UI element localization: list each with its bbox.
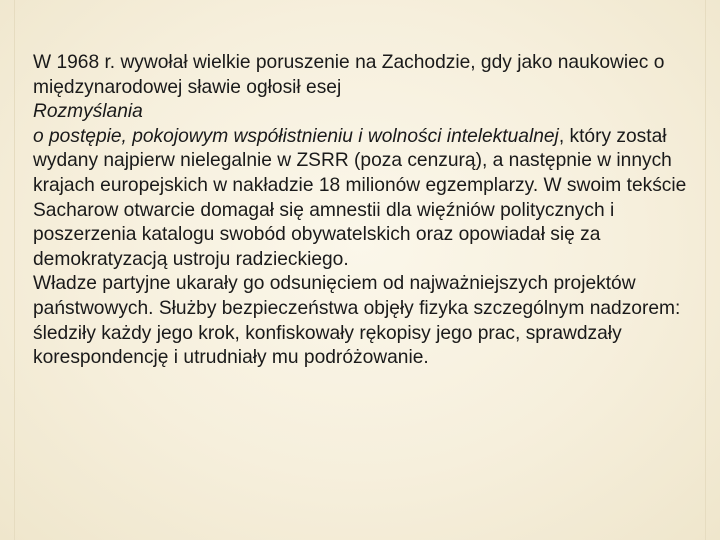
paragraph-2-text: Władze partyjne ukarały go odsunięciem od najważniejszych projektów państwowych. Służby bezpieczeństwa objęły fizyka szczególnym nadzorem: śledziły każdy jego krok, konfiskowały rękopisy jego prac, sprawdzały korespondencję i utrudniały mu podróżowanie. <box>33 273 681 369</box>
essay-title-line-1: Rozmyślania <box>33 101 143 123</box>
paragraph-sacharow-essay <box>33 51 705 272</box>
essay-title-line-2: o postępie, pokojowym współistnieniu i wolności intelektualnej <box>33 125 559 147</box>
paragraph-authorities <box>33 272 705 370</box>
paragraph-1-intro: W 1968 r. wywołał wielkie poruszenie na Zachodzie, gdy jako naukowiec o międzynarodowej sławie ogłosił esej <box>33 52 665 98</box>
left-border-line <box>14 0 15 540</box>
paragraph-1-continuation: , który został wydany najpierw nielegalnie w ZSRR (poza cenzurą), a następnie w innych krajach europejskich w nakładzie 18 milionów egzemplarzy. W swoim tekście Sacharow otwarcie domagał się amnestii dla więźniów politycznych i poszerzenia katalogu swobód obywatelskich oraz opowiadał się za demokratyzacją ustroju radzieckiego. <box>33 125 687 270</box>
body-text <box>33 51 705 371</box>
right-border-line <box>705 0 706 540</box>
